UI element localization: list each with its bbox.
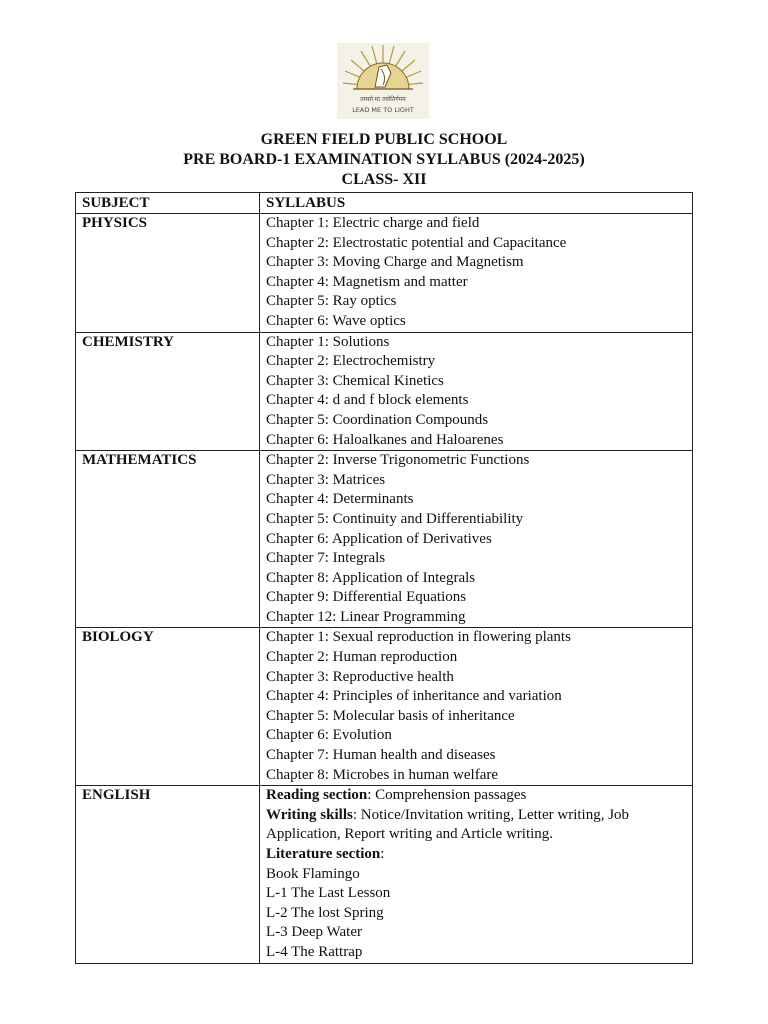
- chapter-item: Chapter 5: Molecular basis of inheritance: [266, 707, 515, 724]
- syllabus-biology: [260, 628, 693, 786]
- literature-label: Literature section: [266, 846, 381, 862]
- logo-motto-hindi: तमसो मा ज्योतिर्गमय: [360, 96, 406, 103]
- chapter-item: Chapter 4: Principles of inheritance and variation: [266, 688, 562, 705]
- subject-mathematics: MATHEMATICS: [76, 451, 260, 628]
- chapter-item: Chapter 3: Reproductive health: [266, 668, 454, 685]
- chapter-item: L-3 Deep Water: [266, 924, 362, 941]
- table-row-english: [76, 786, 693, 963]
- chapter-item: Chapter 5: Continuity and Differentiability: [266, 510, 524, 527]
- logo-motto-english: LEAD ME TO LIGHT: [352, 106, 414, 114]
- table-row-mathematics: [76, 451, 693, 628]
- chapter-item: Chapter 6: Haloalkanes and Haloarenes: [266, 431, 504, 448]
- chapter-item: Book Flamingo: [266, 865, 360, 882]
- writing-text: : Notice/Invitation writing, Letter writing, Job Application, Report writing and Article writing.: [266, 806, 630, 843]
- chapter-item: Chapter 2: Electrostatic potential and Capacitance: [266, 234, 567, 251]
- chapter-item: Chapter 2: Electrochemistry: [266, 353, 436, 370]
- school-name: GREEN FIELD PUBLIC SCHOOL: [260, 131, 508, 148]
- syllabus-column-header: SYLLABUS: [260, 193, 693, 214]
- chapter-item: Chapter 8: Microbes in human welfare: [266, 766, 499, 783]
- table-header-row: [76, 193, 693, 214]
- chapter-item: Chapter 4: Determinants: [266, 491, 414, 508]
- chapter-item: Chapter 2: Inverse Trigonometric Functions: [266, 452, 530, 469]
- syllabus-english: [260, 786, 693, 963]
- chapter-item: Chapter 7: Human health and diseases: [266, 747, 496, 764]
- chapter-item: Chapter 1: Solutions: [266, 333, 390, 350]
- chapter-item: L-1 The Last Lesson: [266, 885, 391, 902]
- table-row-biology: [76, 628, 693, 786]
- reading-label: Reading section: [266, 787, 368, 804]
- reading-text: : Comprehension passages: [367, 787, 527, 804]
- literature-section: [266, 845, 686, 865]
- chapter-item: Chapter 9: Differential Equations: [266, 589, 467, 606]
- chapter-item: Chapter 1: Sexual reproduction in flowering plants: [266, 629, 571, 646]
- table-row-physics: [76, 214, 693, 333]
- syllabus-physics: [260, 214, 693, 333]
- subject-chemistry: CHEMISTRY: [76, 332, 260, 451]
- writing-label: Writing skills: [266, 806, 353, 823]
- chapter-item: L-4 The Rattrap: [266, 943, 363, 960]
- subject-column-header: SUBJECT: [76, 193, 260, 214]
- chapter-item: Chapter 4: d and f block elements: [266, 392, 469, 409]
- exam-title: PRE BOARD-1 EXAMINATION SYLLABUS (2024-2025): [183, 151, 585, 168]
- class-title: CLASS- XII: [341, 171, 427, 188]
- chapter-item: Chapter 1: Electric charge and field: [266, 215, 480, 231]
- chapter-item: Chapter 3: Chemical Kinetics: [266, 372, 444, 389]
- writing-skills: [266, 806, 686, 845]
- syllabus-mathematics: [260, 451, 693, 628]
- chapter-item: Chapter 2: Human reproduction: [266, 649, 458, 666]
- syllabus-table: [75, 192, 693, 964]
- subject-biology: BIOLOGY: [76, 628, 260, 786]
- subject-english: ENGLISH: [76, 786, 260, 963]
- chapter-item: Chapter 5: Ray optics: [266, 293, 397, 310]
- chapter-item: Chapter 6: Wave optics: [266, 312, 406, 329]
- chapter-item: Chapter 6: Application of Derivatives: [266, 530, 492, 547]
- chapter-item: Chapter 3: Matrices: [266, 471, 386, 488]
- chapter-item: Chapter 5: Coordination Compounds: [266, 411, 489, 428]
- chapter-item: Chapter 12: Linear Programming: [266, 608, 466, 625]
- school-logo: [337, 43, 429, 119]
- chapter-item: Chapter 8: Application of Integrals: [266, 569, 476, 586]
- reading-section: [266, 786, 686, 806]
- chapter-item: Chapter 7: Integrals: [266, 550, 386, 567]
- chapter-item: Chapter 4: Magnetism and matter: [266, 273, 468, 290]
- chapter-item: Chapter 3: Moving Charge and Magnetism: [266, 254, 524, 271]
- subject-physics: PHYSICS: [76, 214, 260, 333]
- table-row-chemistry: [76, 332, 693, 451]
- literature-text: :: [380, 846, 385, 862]
- syllabus-chemistry: [260, 332, 693, 451]
- chapter-item: L-2 The lost Spring: [266, 904, 384, 921]
- chapter-item: Chapter 6: Evolution: [266, 727, 392, 744]
